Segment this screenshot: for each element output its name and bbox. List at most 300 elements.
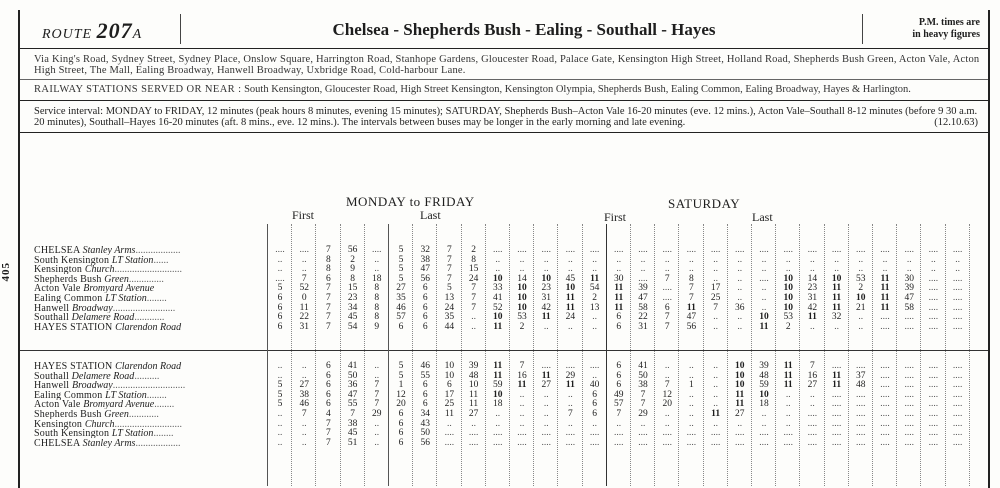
time-cell: .. bbox=[471, 418, 476, 429]
time-cell: .... bbox=[444, 428, 455, 439]
station-location: Broadway bbox=[71, 381, 113, 391]
time-cell: 27 bbox=[396, 283, 406, 294]
station-location: Green bbox=[104, 410, 129, 419]
time-cell: .... bbox=[928, 370, 939, 381]
time-cell: .. bbox=[931, 254, 936, 265]
station-label bbox=[34, 284, 270, 293]
time-cell: 5 bbox=[398, 254, 404, 265]
time-cell: .... bbox=[541, 361, 551, 371]
station-name: Southall bbox=[34, 371, 72, 381]
time-cell: .. bbox=[519, 389, 525, 400]
time-cell: 5 bbox=[277, 283, 283, 294]
time-cell: 56 bbox=[347, 245, 358, 255]
time-cell: .... bbox=[662, 245, 672, 255]
time-cell: .... bbox=[589, 361, 600, 371]
direction-divider bbox=[20, 350, 988, 351]
route-divider bbox=[180, 14, 181, 44]
station-label bbox=[34, 362, 270, 371]
time-cell: .. bbox=[713, 361, 718, 371]
time-cell: 11 bbox=[832, 293, 842, 303]
mf-heading: MONDAY to FRIDAY bbox=[346, 194, 475, 209]
time-cell: .. bbox=[689, 418, 694, 429]
time-cell: .... bbox=[904, 370, 914, 381]
time-cell: 5 bbox=[398, 361, 404, 371]
time-cell: .. bbox=[592, 254, 597, 265]
service-text: Service interval: MONDAY to FRIDAY, 12 minutes (peak hours 8 minutes, evening 15 minutes); SATURDAY, Shepherds Bush–Acton Vale 16-20 minutes (eve. 12 mins.), Acton Vale–Southall 8-12 minutes (before 9 30 a.m. 20 minutes), Southall–Hayes 16-20 minutes (aft. 8 mins., eve. 12 mins.). The intervals between buses may be longer in the early morning and late evening. bbox=[34, 106, 978, 128]
time-cell: 35 bbox=[396, 293, 406, 303]
time-cell: .. bbox=[761, 302, 767, 313]
time-cell: 36 bbox=[347, 380, 358, 391]
pm-note-line1: P.M. times are bbox=[918, 17, 980, 28]
time-cell: .. bbox=[785, 389, 791, 400]
time-cell: .. bbox=[277, 409, 283, 419]
time-cell: 20 bbox=[396, 399, 406, 410]
time-cell: 29 bbox=[565, 370, 576, 381]
time-cell: 5 bbox=[398, 273, 404, 284]
station-name: CHELSEA bbox=[34, 438, 83, 448]
time-cell: .... bbox=[275, 273, 285, 284]
station-name: HAYES STATION bbox=[34, 322, 116, 332]
time-cell: .... bbox=[831, 245, 842, 255]
time-cell: .... bbox=[856, 399, 866, 410]
time-cell: 29 bbox=[638, 409, 648, 419]
time-cell: 7 bbox=[616, 409, 622, 419]
time-cell: 53 bbox=[517, 312, 527, 323]
time-cell: .. bbox=[277, 418, 283, 429]
time-cell: 46 bbox=[420, 361, 430, 371]
pm-note-line2: in heavy figures bbox=[912, 29, 980, 40]
time-cell: 11 bbox=[832, 380, 842, 391]
time-cell: .. bbox=[277, 437, 283, 448]
time-cell: 7 bbox=[664, 321, 670, 332]
time-cell: 6 bbox=[398, 428, 404, 439]
time-cell: .... bbox=[589, 428, 600, 439]
time-cell: .. bbox=[785, 399, 791, 410]
time-cell: .. bbox=[713, 418, 718, 429]
station-location: Bromyard Avenue bbox=[83, 284, 155, 294]
time-cell: .... bbox=[759, 428, 769, 439]
time-cell: .. bbox=[737, 254, 743, 265]
time-cell: 11 bbox=[880, 273, 890, 284]
time-cell: 57 bbox=[396, 312, 406, 323]
station-label bbox=[34, 265, 270, 274]
time-cell: 8 bbox=[689, 273, 694, 284]
route-header bbox=[20, 10, 988, 49]
time-cell: .. bbox=[955, 254, 960, 265]
time-cell: .... bbox=[662, 293, 672, 303]
station-label bbox=[34, 246, 270, 255]
time-cell: .... bbox=[928, 361, 939, 371]
time-cell: 52 bbox=[493, 302, 503, 313]
time-cell: .. bbox=[689, 370, 694, 381]
station-location: LT Station bbox=[111, 255, 154, 265]
time-cell: .. bbox=[543, 389, 549, 400]
time-cell: 10 bbox=[565, 283, 576, 294]
time-cell: 7 bbox=[326, 293, 331, 303]
time-cell: 8 bbox=[326, 264, 331, 275]
time-cell: .. bbox=[761, 283, 767, 294]
time-cell: .... bbox=[517, 428, 527, 439]
route-title: Chelsea - Shepherds Bush - Ealing - Southall - Hayes bbox=[332, 20, 716, 39]
time-cell: 7 bbox=[326, 428, 331, 439]
leader-dots: ...... bbox=[153, 255, 169, 265]
time-cell: .. bbox=[906, 264, 912, 275]
time-cell: .... bbox=[952, 293, 963, 303]
time-cell: .. bbox=[568, 418, 573, 429]
time-cell: 55 bbox=[347, 399, 358, 410]
time-cell: 27 bbox=[541, 380, 551, 391]
time-cell: 6 bbox=[422, 399, 428, 410]
time-cell: 33 bbox=[493, 283, 503, 294]
time-cell: .... bbox=[856, 245, 866, 255]
time-cell: 5 bbox=[398, 264, 404, 275]
time-cell: 48 bbox=[468, 370, 479, 381]
station-label bbox=[34, 304, 270, 313]
time-cell: .... bbox=[614, 437, 624, 448]
time-cell: 8 bbox=[350, 273, 355, 284]
time-cell: 10 bbox=[783, 273, 793, 284]
time-cell: 24 bbox=[565, 312, 576, 323]
time-cell: 25 bbox=[710, 293, 721, 303]
time-cell: 1 bbox=[398, 380, 404, 391]
time-cell: 18 bbox=[372, 273, 382, 284]
time-cell: 42 bbox=[541, 302, 551, 313]
time-cell: 30 bbox=[904, 273, 914, 284]
time-cell: .... bbox=[638, 273, 648, 284]
time-cell: .. bbox=[374, 361, 380, 371]
time-cell: .. bbox=[834, 254, 839, 265]
route-prefix: ROUTE bbox=[42, 27, 93, 42]
station-name: South Kensington bbox=[34, 429, 112, 439]
time-cell: 31 bbox=[807, 293, 818, 303]
time-cell: 42 bbox=[807, 302, 818, 313]
time-cell: 27 bbox=[299, 380, 309, 391]
time-cell: 6 bbox=[277, 321, 283, 332]
time-cell: 10 bbox=[493, 273, 503, 284]
time-cell: .. bbox=[882, 264, 888, 275]
station-location: Delamere Road bbox=[71, 313, 135, 323]
time-cell: .... bbox=[928, 418, 939, 429]
time-cell: .... bbox=[565, 245, 576, 255]
time-cell: 10 bbox=[856, 293, 866, 303]
time-cell: .. bbox=[810, 399, 815, 410]
time-cell: 11 bbox=[735, 389, 745, 400]
leader-dots: ........................... bbox=[114, 265, 182, 275]
station-name: Kensington bbox=[34, 265, 85, 275]
time-cell: .. bbox=[519, 264, 525, 275]
time-cell: .... bbox=[783, 437, 793, 448]
time-cell: 7 bbox=[447, 264, 452, 275]
time-cell: .. bbox=[664, 254, 670, 265]
time-cell: 11 bbox=[711, 409, 721, 419]
time-cell: .... bbox=[928, 273, 939, 284]
time-cell: .... bbox=[735, 428, 745, 439]
time-cell: .... bbox=[614, 428, 624, 439]
time-cell: 6 bbox=[422, 302, 428, 313]
time-cell: 49 bbox=[614, 389, 624, 400]
time-cell: 10 bbox=[468, 380, 479, 391]
station-label bbox=[34, 420, 270, 429]
time-cell: .... bbox=[928, 245, 939, 255]
time-cell: .. bbox=[568, 399, 573, 410]
time-cell: .. bbox=[858, 264, 864, 275]
station-name: Hanwell bbox=[34, 303, 72, 313]
time-cell: 10 bbox=[517, 302, 527, 313]
time-cell: .... bbox=[468, 437, 479, 448]
time-cell: 2 bbox=[858, 283, 864, 294]
time-cell: 56 bbox=[420, 273, 430, 284]
time-cell: 59 bbox=[759, 380, 769, 391]
time-cell: .. bbox=[689, 409, 694, 419]
time-cell: .. bbox=[785, 264, 791, 275]
time-cell: .... bbox=[952, 245, 963, 255]
time-cell: 6 bbox=[422, 283, 428, 294]
time-cell: .... bbox=[783, 245, 793, 255]
time-cell: 7 bbox=[713, 302, 718, 313]
station-name: Hanwell bbox=[34, 381, 72, 391]
time-cell: .... bbox=[952, 302, 963, 313]
station-location: Church bbox=[84, 419, 115, 429]
time-cell: 6 bbox=[326, 273, 331, 284]
time-cell: .. bbox=[495, 409, 501, 419]
time-cell: .. bbox=[882, 254, 888, 265]
station-location: Green bbox=[104, 274, 129, 284]
time-cell: .. bbox=[713, 389, 718, 400]
time-cell: 47 bbox=[904, 293, 914, 303]
time-cell: 47 bbox=[638, 293, 648, 303]
time-cell: 6 bbox=[326, 389, 331, 400]
pm-note bbox=[868, 17, 980, 41]
time-cell: .... bbox=[928, 437, 939, 448]
time-cell: 31 bbox=[541, 293, 551, 303]
time-cell: 7 bbox=[471, 293, 476, 303]
time-cell: 14 bbox=[807, 273, 818, 284]
time-cell: .. bbox=[374, 254, 380, 265]
time-cell: 24 bbox=[444, 302, 455, 313]
time-cell: 10 bbox=[759, 389, 769, 400]
time-cell: 10 bbox=[541, 273, 551, 284]
time-cell: .. bbox=[374, 418, 380, 429]
time-cell: 6 bbox=[277, 312, 283, 323]
time-cell: 6 bbox=[447, 380, 452, 391]
time-cell: 7 bbox=[568, 409, 573, 419]
time-cell: .... bbox=[904, 361, 914, 371]
time-cell: 8 bbox=[374, 293, 380, 303]
time-cell: .. bbox=[568, 389, 573, 400]
time-cell: .. bbox=[737, 273, 743, 284]
time-cell: .... bbox=[904, 321, 914, 332]
time-cell: 11 bbox=[783, 370, 793, 381]
time-cell: 15 bbox=[347, 283, 358, 294]
time-cell: .. bbox=[471, 321, 476, 332]
time-cell: 10 bbox=[444, 370, 455, 381]
time-cell: .... bbox=[759, 437, 769, 448]
time-cell: 10 bbox=[735, 370, 745, 381]
time-cell: 12 bbox=[662, 389, 672, 400]
railway-label: RAILWAY STATIONS SERVED OR NEAR : bbox=[34, 84, 242, 95]
time-cell: .... bbox=[880, 409, 890, 419]
time-cell: .... bbox=[880, 418, 890, 429]
time-cell: 2 bbox=[785, 321, 791, 332]
time-cell: .. bbox=[543, 418, 549, 429]
time-cell: 6 bbox=[592, 399, 597, 410]
service-date: (12.10.63) bbox=[934, 117, 978, 128]
time-cell: .... bbox=[831, 409, 842, 419]
time-cell: .. bbox=[277, 264, 283, 275]
time-cell: 6 bbox=[277, 293, 283, 303]
time-cell: 47 bbox=[420, 264, 430, 275]
time-cell: 6 bbox=[326, 361, 331, 371]
time-cell: .... bbox=[856, 428, 866, 439]
timetable-sheet bbox=[18, 10, 990, 488]
time-cell: 10 bbox=[493, 312, 503, 323]
time-cell: 5 bbox=[398, 370, 404, 381]
time-cell: 45 bbox=[565, 273, 576, 284]
time-cell: .. bbox=[810, 321, 815, 332]
time-cell: 4 bbox=[326, 409, 331, 419]
time-cell: .... bbox=[928, 380, 939, 391]
station-label bbox=[34, 410, 270, 419]
time-cell: .. bbox=[664, 264, 670, 275]
time-cell: 8 bbox=[374, 312, 380, 323]
railway-stations bbox=[34, 84, 980, 95]
time-cell: .... bbox=[468, 428, 479, 439]
time-cell: .. bbox=[374, 437, 380, 448]
time-cell: 11 bbox=[832, 283, 842, 294]
time-cell: .... bbox=[904, 389, 914, 400]
time-cell: 6 bbox=[326, 399, 331, 410]
time-cell: 25 bbox=[444, 399, 455, 410]
time-cell: 0 bbox=[301, 293, 307, 303]
time-cell: 11 bbox=[807, 312, 817, 323]
time-cell: .... bbox=[807, 245, 818, 255]
time-cell: 11 bbox=[735, 399, 745, 410]
time-cell: 5 bbox=[277, 380, 283, 391]
time-cell: 7 bbox=[519, 361, 525, 371]
time-cell: .... bbox=[807, 437, 818, 448]
time-cell: .. bbox=[495, 254, 501, 265]
time-cell: 39 bbox=[638, 283, 648, 294]
time-cell: .... bbox=[856, 361, 866, 371]
time-cell: 7 bbox=[374, 399, 380, 410]
time-cell: .... bbox=[807, 418, 818, 429]
time-cell: 44 bbox=[444, 321, 455, 332]
time-cell: .. bbox=[592, 418, 597, 429]
time-cell: .. bbox=[640, 264, 646, 275]
time-cell: .. bbox=[761, 293, 767, 303]
divider bbox=[20, 100, 988, 101]
time-cell: .. bbox=[664, 370, 670, 381]
time-cell: .... bbox=[686, 428, 697, 439]
time-cell: 22 bbox=[638, 312, 648, 323]
station-name: HAYES STATION bbox=[34, 362, 116, 371]
sat-first-heading: First bbox=[604, 210, 627, 224]
time-cell: 41 bbox=[638, 361, 648, 371]
time-cell: 7 bbox=[689, 283, 694, 294]
time-cell: 27 bbox=[807, 380, 818, 391]
time-cell: 55 bbox=[420, 370, 430, 381]
time-cell: .. bbox=[519, 418, 525, 429]
time-cell: .... bbox=[662, 428, 672, 439]
time-cell: .... bbox=[880, 437, 890, 448]
station-location: Clarendon Road bbox=[115, 362, 182, 371]
time-cell: 57 bbox=[614, 399, 624, 410]
time-cell: .. bbox=[519, 254, 525, 265]
station-label bbox=[34, 256, 270, 265]
time-cell: .... bbox=[904, 428, 914, 439]
time-cell: 7 bbox=[326, 418, 331, 429]
station-label bbox=[34, 372, 270, 381]
time-cell: 18 bbox=[759, 399, 769, 410]
station-name: Kensington bbox=[34, 419, 85, 429]
station-location: Clarendon Road bbox=[115, 322, 182, 332]
time-cell: .... bbox=[952, 321, 963, 332]
time-cell: .... bbox=[952, 418, 963, 429]
time-cell: 6 bbox=[616, 380, 622, 391]
time-cell: 53 bbox=[856, 273, 866, 284]
station-name: South Kensington bbox=[34, 255, 112, 265]
time-cell: 31 bbox=[299, 321, 309, 332]
time-cell: .... bbox=[807, 409, 818, 419]
time-cell: .... bbox=[444, 437, 455, 448]
time-cell: 11 bbox=[299, 302, 309, 313]
time-cell: 13 bbox=[444, 293, 455, 303]
time-cell: 21 bbox=[856, 302, 866, 313]
time-cell: .... bbox=[831, 428, 842, 439]
time-cell: .... bbox=[735, 245, 745, 255]
time-cell: .... bbox=[759, 245, 769, 255]
time-cell: .... bbox=[880, 361, 890, 371]
time-cell: .. bbox=[713, 370, 718, 381]
time-cell: .. bbox=[495, 264, 501, 275]
time-cell: .... bbox=[928, 389, 939, 400]
time-cell: .... bbox=[493, 437, 503, 448]
time-cell: .. bbox=[640, 254, 646, 265]
time-cell: .... bbox=[686, 245, 697, 255]
time-cell: .. bbox=[277, 370, 283, 381]
time-cell: 52 bbox=[299, 283, 309, 294]
time-cell: .. bbox=[737, 283, 743, 294]
station-label bbox=[34, 391, 270, 400]
leader-dots: ............ bbox=[134, 313, 165, 323]
time-cell: .... bbox=[952, 283, 963, 294]
time-cell: .... bbox=[856, 418, 866, 429]
station-name: Southall bbox=[34, 313, 72, 323]
time-cell: 7 bbox=[326, 321, 331, 332]
time-cell: 6 bbox=[422, 293, 428, 303]
time-cell: .... bbox=[589, 437, 600, 448]
time-cell: 6 bbox=[616, 312, 622, 323]
station-name: Ealing Common bbox=[34, 390, 106, 400]
time-cell: .. bbox=[761, 254, 767, 265]
time-cell: 43 bbox=[420, 418, 430, 429]
time-cell: .. bbox=[277, 361, 283, 371]
station-name: CHELSEA bbox=[34, 246, 83, 255]
mf-last-heading: Last bbox=[420, 208, 441, 222]
time-cell: 38 bbox=[420, 254, 430, 265]
time-cell: .... bbox=[904, 245, 914, 255]
time-cell: .. bbox=[301, 254, 307, 265]
time-cell: .. bbox=[737, 312, 743, 323]
time-cell: .... bbox=[952, 437, 963, 448]
time-cell: 10 bbox=[783, 293, 793, 303]
time-cell: .. bbox=[543, 264, 549, 275]
time-cell: 11 bbox=[565, 293, 575, 303]
time-cell: 7 bbox=[301, 409, 307, 419]
time-cell: .... bbox=[299, 245, 309, 255]
time-cell: .. bbox=[955, 264, 960, 275]
leader-dots: ........ bbox=[146, 294, 167, 303]
